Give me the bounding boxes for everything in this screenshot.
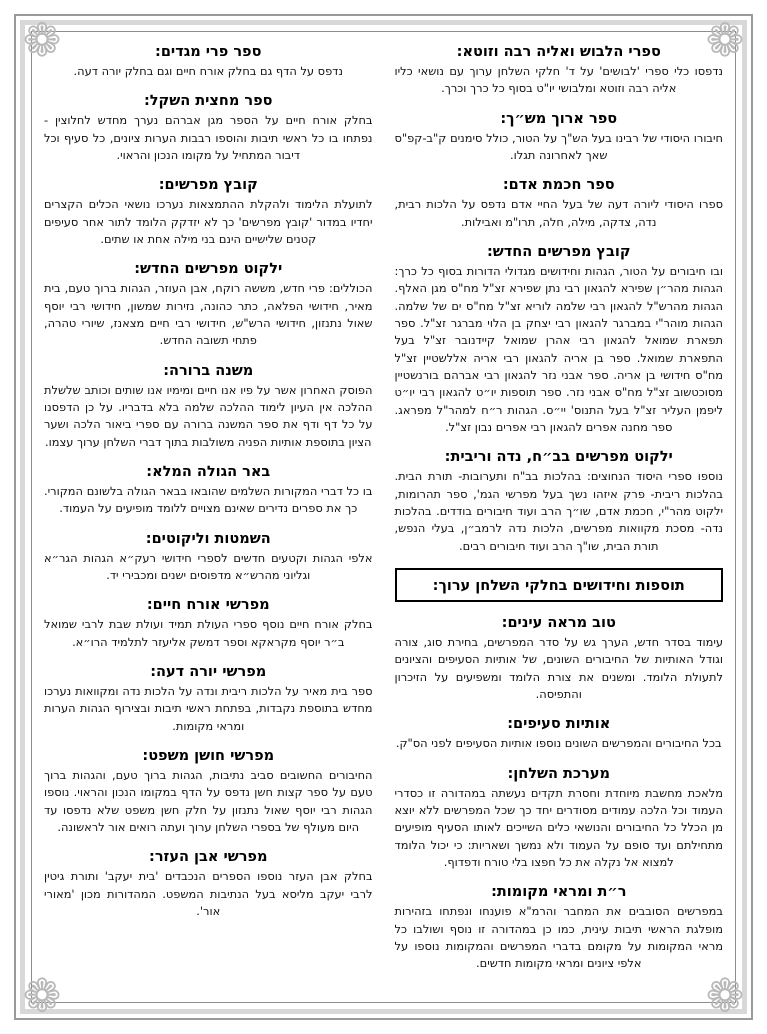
section-body: מלאכת מחשבת מיוחדת וחסרת תקדים נעשתה במהדורה זו כסדרי העמוד וכל הלכה עמודים מסודרים יחד כך שכל המפרשים ללא יוצא מן הכלל כל החיבורים והנושאי כלים השייכים לאותו הסעיף מופיעים מתחילתם ועד סופם על העמוד ולא נמשך ושאריות: כי יכול הלומד למצוא אל נקלה את כל חפצו בלי טורח ודפדוף.	[394, 785, 723, 869]
section-body: חיבורו היסודי של רבינו בעל הש"ך על הטור, כולל סימנים ק"ב-קפ"ס שאך לאחרונה תגלו.	[394, 130, 723, 162]
section-heading: ספרי הלבוש ואליה רבה וזוטא:	[456, 44, 661, 60]
section-otiyos-seifim	[395, 716, 724, 752]
section-heading: ילקוט מפרשים החדש:	[134, 261, 283, 278]
corner-ornament-bottom-left: ❁	[22, 967, 62, 1021]
section-body: נדפס על הדף גם בחלק אורח חיים וגם בחלק יורה דעה.	[73, 64, 343, 78]
section-body: בו כל דברי המקורות השלמים שהובאו בבאר הגולה בלשונם המקורי. כך את ספרים נדירים שאינם מצויים ללומד מופיעים על העמוד.	[44, 483, 373, 516]
two-column-body	[44, 44, 723, 990]
section-heading: ילקוט מפרשים בב״ח, נדה וריבית:	[444, 449, 673, 466]
corner-ornament-top-right: ❁	[705, 13, 745, 67]
section-heading: מפרשי חושן משפט:	[142, 747, 275, 764]
section-heading: קובץ מפרשים:	[158, 177, 258, 194]
banner-label: תוספות וחידושים בחלקי השלחן ערוך:	[432, 577, 685, 594]
section-heading: ספר מחצית השקל:	[143, 93, 273, 110]
section-body: הכוללים: פרי חדש, מששה רוקח, אבן העוזר, הגהות ברוך טעם, בית מאיר, חידושי הפלאה, כתר כהונה, נזירות שמשון, חידושי רבי יוסף שאול נתנזון, חידושי הרש"ש, חידושי רבי חיים מצאנז, שיורי טהרה, פתחי תשובה החדש.	[44, 281, 373, 348]
section-heading: משנה ברורה:	[163, 362, 254, 379]
corner-ornament-bottom-right: ❁	[705, 967, 745, 1021]
section-body: הפוסק האחרון אשר על פיו אנו חיים ומימיו אנו שותים וכותב שלשלת ההלכה אין העיון לימוד ההלכה שלמה בלא בדבריו. על כן הדפסנו על כל דף ודף את ספר המשנה ברורה עם ספרי ביאור הלכה ושער הציון בתוספת אותיות הפניה משולבות בתוך דברי השלחן ערוך עצמו.	[44, 382, 373, 449]
section-mishna-berura	[44, 363, 373, 451]
column-left	[44, 44, 373, 990]
column-right	[395, 44, 724, 990]
section-rashei-teivos-marei-mekomos	[395, 884, 724, 972]
section-tov-mareh-einayim	[395, 615, 724, 703]
section-kovetz-mefarshim	[44, 177, 373, 248]
section-heading: מפרשי אורח חיים:	[146, 597, 270, 614]
section-levushim	[395, 44, 724, 98]
section-body: בחלק אבן העזר נוספו הספרים הנכבדים 'בית יעקב' ותורת גיטין לרבי יעקב מליסא בעל הנתיבות המשפט. המהדורות מכון 'מאורי אור'.	[44, 869, 373, 918]
section-banner-additions	[395, 568, 724, 602]
section-heading: אותיות סעיפים:	[507, 716, 611, 733]
section-beer-hagola-hamale	[44, 464, 373, 518]
section-heading: מפרשי אבן העזר:	[149, 849, 268, 866]
section-body: בחלק אורח חיים על הספר מגן אברהם נערך מחדש לחלוצין - נפתחו בו כל ראשי תיבות והוספו רבבות הערות ציונים, כל סעיף וכל דיבור המתחיל על מקומו הנכון והראוי.	[44, 113, 373, 162]
section-body: בחלק אורח חיים נוסף ספרי העולת תמיד ועולת שבת לרבי שמואל ב״ר יוסף מקראקא וספר דמשק אליעזר לתלמיד הרו״א.	[44, 617, 373, 649]
section-heading: ספר פרי מגדים:	[155, 44, 262, 60]
section-heading: ספר חכמת אדם:	[502, 177, 615, 194]
section-heading: מערכת השלחן:	[507, 765, 610, 782]
section-yalkut-mefarshim-hachadash	[44, 261, 373, 349]
section-yalkut-mefarshim-bb-nida-ribis	[395, 449, 724, 555]
section-machatzis-hashekel	[44, 93, 373, 164]
section-mefarshei-choshen-mishpat	[44, 748, 373, 836]
section-heading: קובץ מפרשים החדש:	[486, 243, 631, 260]
section-body: במפרשים הסובבים את המחבר והרמ"א פוענחו ונפתחו בזהירות מופלגת הראשי תיבות עינית, כמו כן במהדורה זו נוסף ושולבו כל מראי המקומות על מקומם בדברי המפרשים והמקומות נוספו על אלפי ציונים ומראי מקומות חדשים.	[394, 904, 723, 971]
section-body: החיבורים החשובים סביב נתיבות, הגהות ברוך טעם, והגהות ברוך טעם על ספר קצות חשן נדפס על הדף במקומו הנכון והראוי. נוספו הגהות רבי יוסף שאול נתנזון על חלק חשן משפט שלא נדפסו עד היום מעולף של בספרי השלחן ערוך ועתה רואים אור לראשונה.	[44, 767, 373, 834]
section-heading: ר״ת ומראי מקומות:	[491, 884, 627, 901]
section-body: ובו חיבורים על הטור, הגהות וחידושים מגדולי הדורות בסוף כל כרך: הגהות מהר״ן שפירא להגאון רבי נתן שפירא זצ"ל מח"ס מגן האלף. הגהות מהרש"ל להגאון רבי שלמה לוריא זצ"ל מח"ס ים של שלמה. הגהות מוהר"י במברגר להגאון רבי יצחק בן הלוי מברגר זצ"ל. ספר תפארת שמואל להגאון רבי אהרן שמואל קיידנובר זצ"ל בעל התפארת שמואל. ספר בן אריה להגאון רבי אריה אללשטיין זצ"ל מח"ס חידושי בן אריה. ספר אבני נזר להגאון רבי אברהם בורנשטיין מסוכטשוב זצ"ל מח"ס אבני נזר. ספר תוספות יו״ט להגאון רבי יו״ט ליפמן העליר זצ"ל בעל התנוס' יי״ס. הגהות ר״ח למהר"ל מפראג. ספר מחנה אפרים להגאון רבי אפרים נבון זצ"ל.	[394, 263, 723, 434]
section-heading: באר הגולה המלא:	[146, 463, 271, 480]
section-pri-megadim	[44, 44, 373, 80]
section-body: עימוד בסדר חדש, הערך גש על סדר המפרשים, בחירת סוג, צורה וגודל האותיות של החיבורים השונים, של אותיות הסעיפים והציונים לתעולת הלומד. ומשנים את צורת הלומד ומשפיעים על הזיכרון והתפיסה.	[394, 634, 723, 701]
section-body: לתועלת הלימוד ולהקלת ההתמצאות נערכו נושאי הכלים הקצרים יחדיו במדור 'קובץ מפרשים' כך לא יזדקק הלומד לתור אחר סעיפים קטנים שלישיים הינם בני מילה אחת או שתים.	[44, 197, 373, 246]
section-chochmas-adam	[395, 177, 724, 231]
section-body: בכל החיבורים והמפרשים השונים נוספו אותיות הסעיפים לפני הס"ק.	[395, 736, 722, 751]
section-mefarshei-yoreh-deah	[44, 664, 373, 735]
section-aruch-hashulchan	[395, 111, 724, 165]
section-heading: ספר ארוך מש״ך:	[500, 110, 618, 127]
section-hashmatos-velikutim	[44, 531, 373, 585]
section-maarechet-hashulchan	[395, 766, 724, 872]
corner-ornament-top-left: ❁	[22, 13, 62, 67]
section-body: ספרו היסודי ליורה דעה של בעל החיי אדם נדפס על הלכות רבית, נדה, צדקה, מילה, חלה, תרו"מ ואבילות.	[394, 197, 723, 229]
section-heading: טוב מראה עינים:	[501, 614, 616, 631]
section-kovetz-mefarshim-hachadash	[395, 244, 724, 436]
section-body: נדפסו כלי ספרי 'לבושים' על ד' חלקי השלחן ערוך עם נושאי כליו אליה רבה וזוטא ומלבושי יו"ט בסוף כל כרך וכרך.	[394, 64, 723, 96]
section-mefarshei-even-haezer	[44, 849, 373, 920]
section-body: נוספו ספרי היסוד הנחוצים: בהלכות בב"ח ותערובות- תורת הבית. בהלכות ריבית- פרק איזהו נשך בעל מפרשי הגמ', ספר תהרומות, ילקוט מהר"י, חכמת אדם, שו״ך הרב ועוד חיבורים בודדים. בהלכות נדה- מסכת מקוואות מפרשים, הלכות נדה לרמב״ן, בעלי הנפש, תורת הבית, שו"ך הרב ועוד חיבורים רבים.	[394, 469, 723, 553]
section-heading: מפרשי יורה דעה:	[150, 663, 267, 680]
section-mefarshei-orach-chaim	[44, 597, 373, 651]
section-body: ספר בית מאיר על הלכות ריבית ונדה על הלכות נדה ומקוואות נערכו מחדש בתוספת נקבדות, בפתחת ראשי תיבות ובצירוף הגהות הערות ומראי מקומות.	[44, 683, 373, 733]
section-body: אלפי הגהות וקטעים חדשים לספרי חידושי רעק״א הגהות הגר״א וגליוני מהרש״א מדפוסים ישנים ומכבירי יד.	[44, 550, 373, 582]
section-heading: השמטות וליקוטים:	[145, 530, 271, 547]
